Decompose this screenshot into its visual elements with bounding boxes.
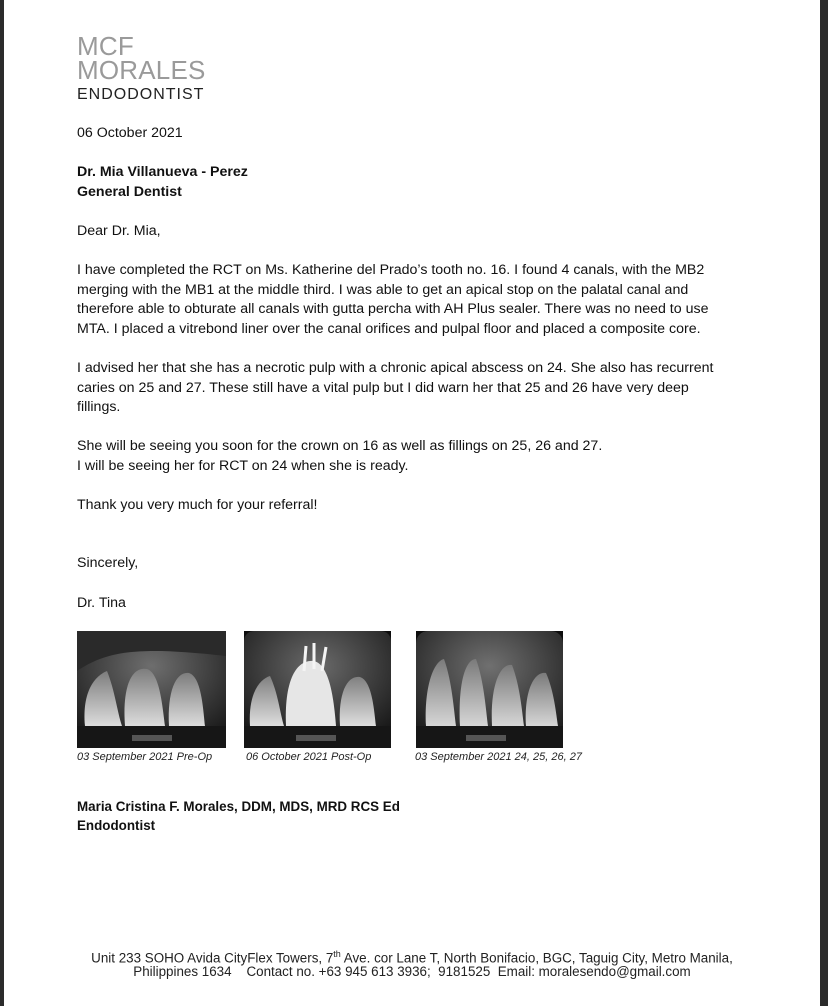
recipient-name: Dr. Mia Villanueva - Perez [77, 164, 248, 180]
footer-address-part-b: Ave. cor Lane T, North Bonifacio, BGC, Taguig City, Metro Manila, [340, 950, 733, 966]
paragraph-line: I advised her that she has a necrotic pulp with a chronic apical abscess on 24. She also has recurrent [77, 360, 714, 376]
paragraph-line: She will be seeing you soon for the crown on 16 as well as fillings on 25, 26 and 27. [77, 438, 603, 454]
xray-image-post-op [244, 631, 391, 748]
logo-line-1: MCF [77, 31, 134, 61]
closing: Sincerely, [77, 555, 139, 571]
footer-address-part-a: Unit 233 SOHO Avida CityFlex Towers, 7 [91, 950, 334, 966]
recipient-title: General Dentist [77, 184, 182, 200]
footer-contact: Philippines 1634 Contact no. +63 945 613 3936; 9181525 Email: moralesendo@gmail.com [133, 964, 691, 979]
clinic-logo [77, 31, 206, 105]
footer-address-superscript: th [333, 949, 341, 959]
letter-date: 06 October 2021 [77, 125, 183, 141]
logo-line-3: ENDODONTIST [77, 86, 205, 104]
thanks-line: Thank you very much for your referral! [77, 497, 318, 513]
paragraph-line: I will be seeing her for RCT on 24 when she is ready. [77, 458, 409, 474]
xray-image-pre-op [77, 631, 226, 748]
paragraph-line: caries on 25 and 27. These still have a vital pulp but I did warn her that 25 and 26 have very deep [77, 380, 689, 396]
salutation: Dear Dr. Mia, [77, 223, 161, 239]
paragraph-line: MTA. I placed a vitrebond liner over the canal orifices and pulpal floor and placed a composite core. [77, 321, 701, 337]
paragraph-line: fillings. [77, 399, 121, 415]
signatory-title: Endodontist [77, 818, 156, 833]
xray-caption-pre-op: 03 September 2021 Pre-Op [77, 751, 213, 763]
signature: Dr. Tina [77, 595, 126, 611]
xray-caption-post-op: 06 October 2021 Post-Op [246, 751, 372, 763]
paragraph-line: therefore able to obturate all canals with gutta percha with AH Plus sealer. There was no need to use [77, 301, 709, 317]
paragraph-line: merging with the MB1 at the middle third. I was able to get an apical stop on the palatal canal and [77, 282, 689, 298]
letter-page [4, 0, 820, 1006]
xray-caption-24-27: 03 September 2021 24, 25, 26, 27 [415, 751, 582, 763]
signatory-name: Maria Cristina F. Morales, DDM, MDS, MRD RCS Ed [77, 799, 400, 814]
paragraph-line: I have completed the RCT on Ms. Katherine del Prado’s tooth no. 16. I found 4 canals, with the MB2 [77, 262, 705, 278]
xray-image-24-25-26-27 [416, 631, 563, 748]
logo-line-2: MORALES [77, 55, 206, 86]
